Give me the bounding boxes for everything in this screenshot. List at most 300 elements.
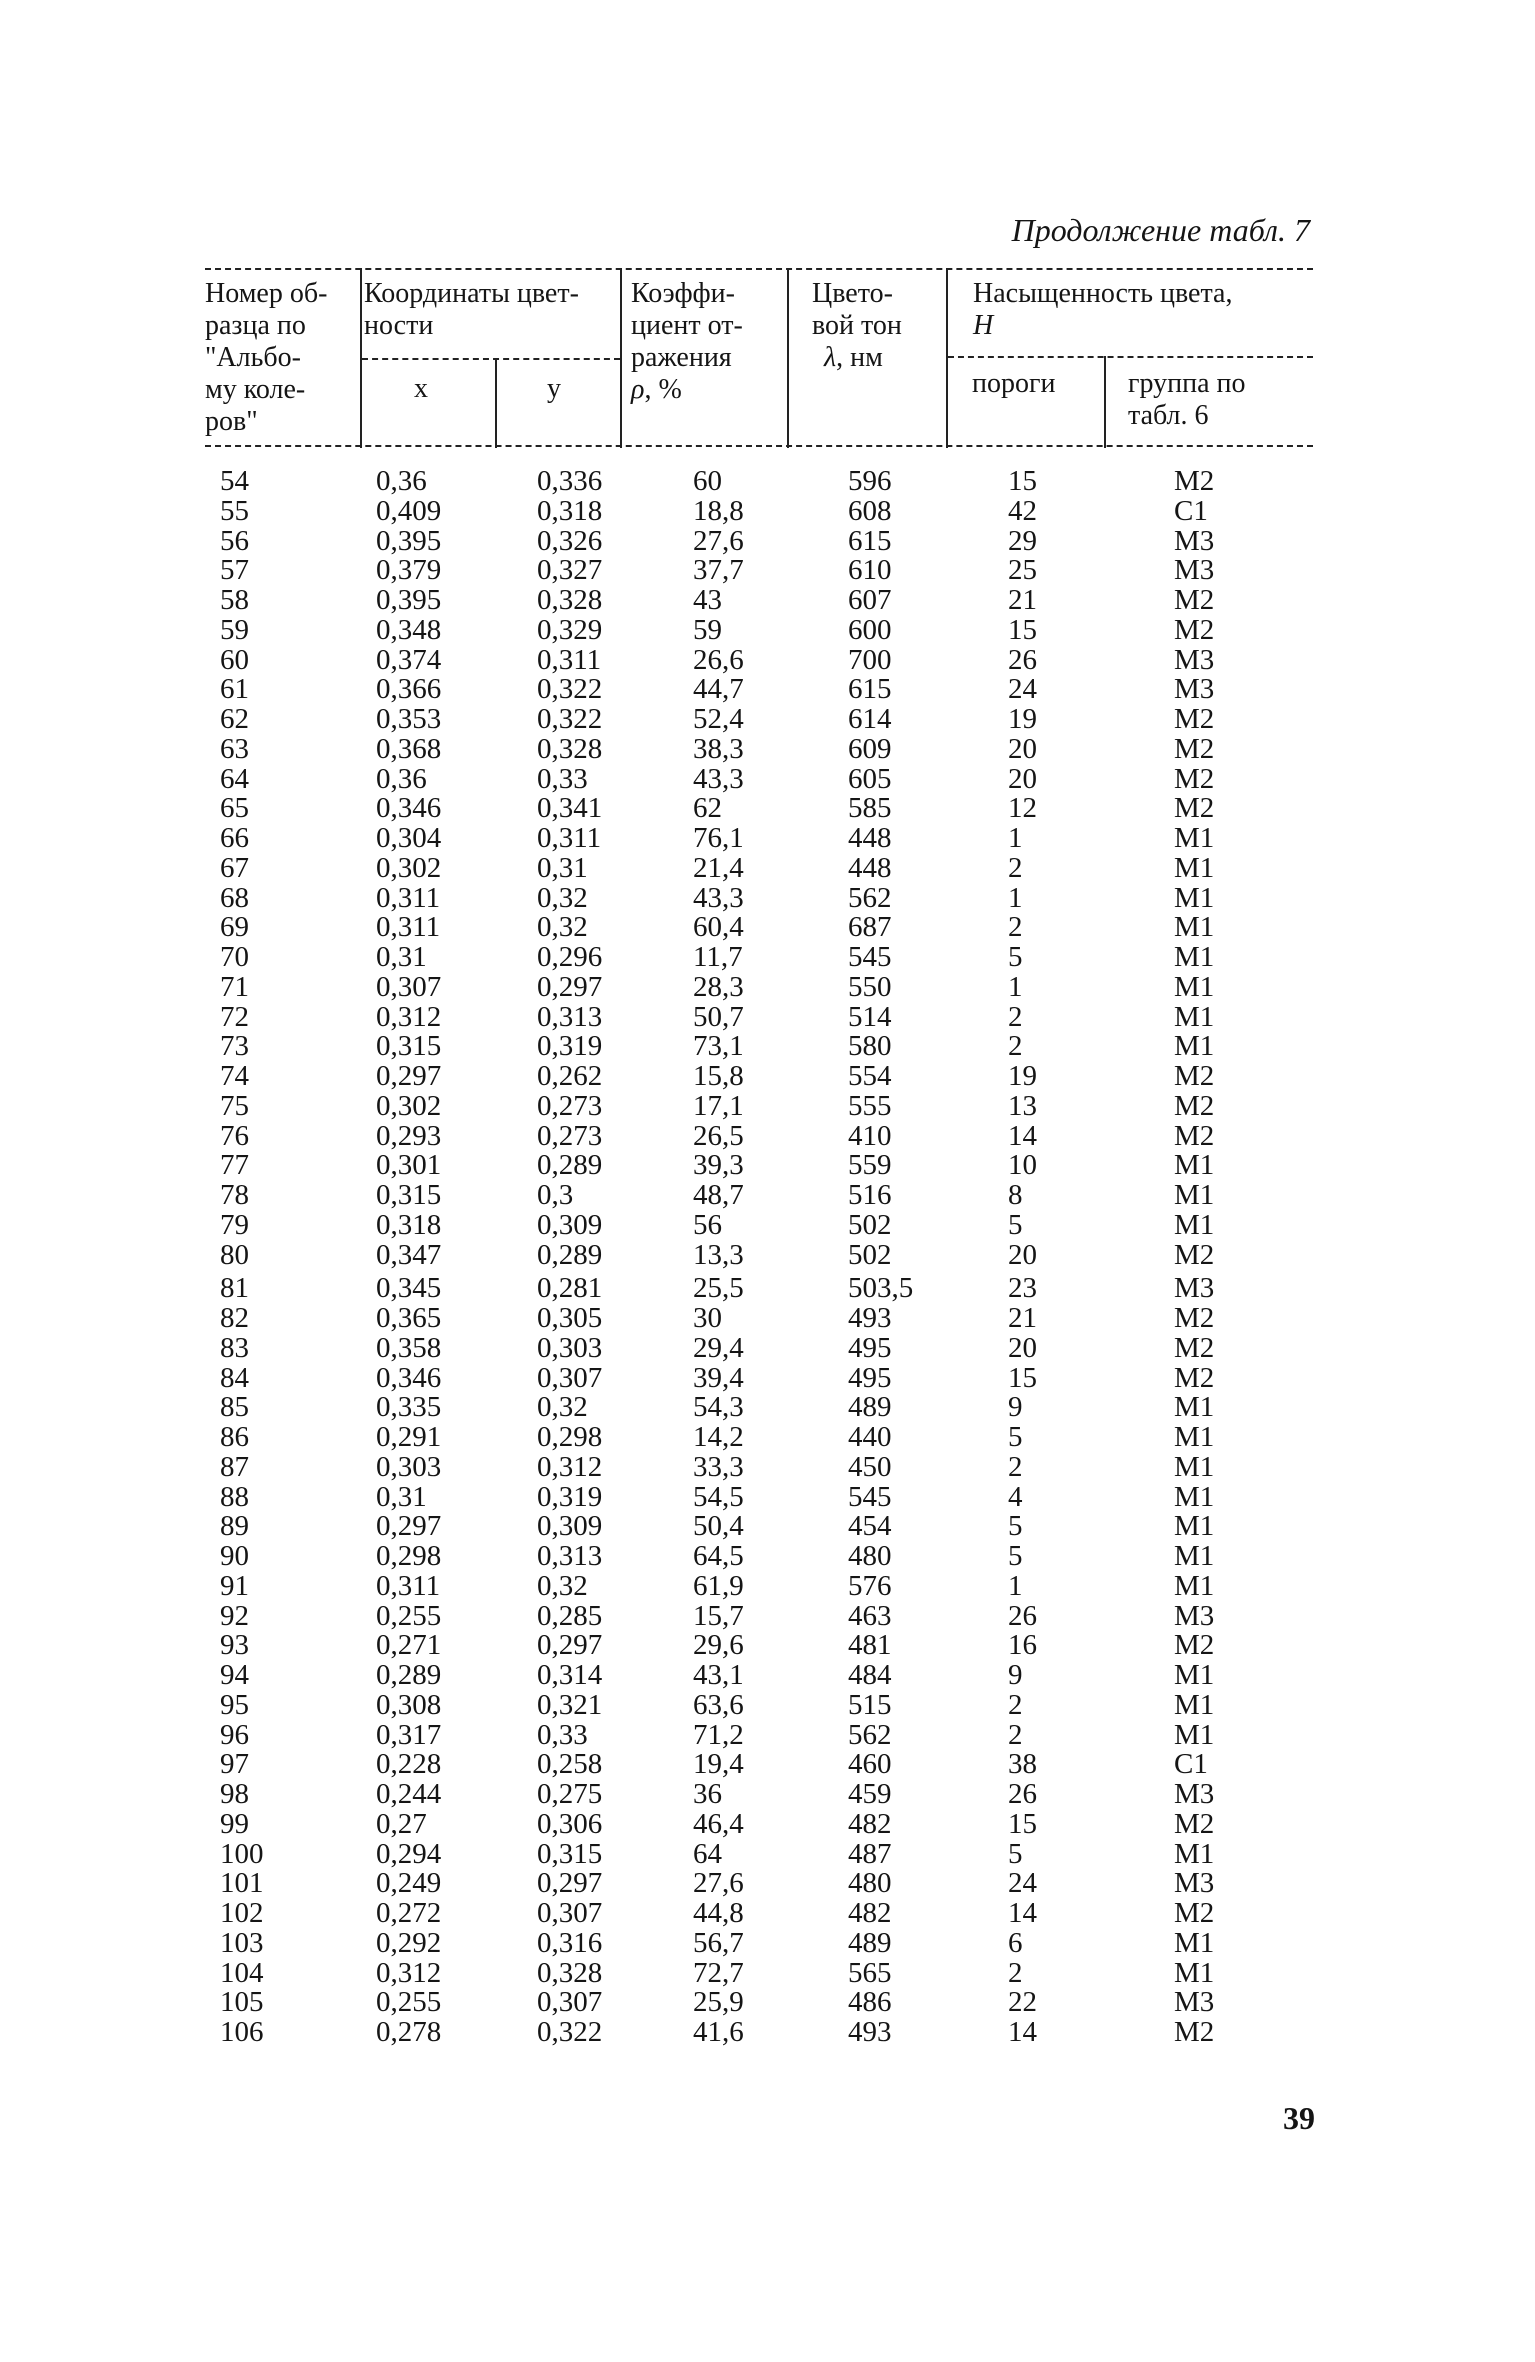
cell-color-tone: 559 <box>848 1149 892 1182</box>
cell-threshold: 20 <box>1008 1238 1037 1271</box>
table-row <box>0 1303 1535 1333</box>
cell-group: M2 <box>1174 1897 1215 1929</box>
cell-y: 0,322 <box>537 673 603 706</box>
cell-reflectance: 25,5 <box>693 1272 744 1305</box>
cell-threshold: 10 <box>1008 1149 1037 1182</box>
header-saturation: Насыщенность цвета, H <box>973 278 1233 341</box>
cell-threshold: 5 <box>1008 1540 1023 1572</box>
table-row <box>0 972 1535 1002</box>
cell-y: 0,33 <box>537 762 588 795</box>
cell-group: M1 <box>1174 1926 1215 1959</box>
cell-sample-number: 61 <box>220 673 249 706</box>
cell-sample-number: 62 <box>220 703 249 735</box>
cell-reflectance: 50,4 <box>693 1510 744 1543</box>
cell-color-tone: 489 <box>848 1391 892 1424</box>
cell-x: 0,346 <box>376 1361 442 1394</box>
cell-y: 0,32 <box>537 881 588 914</box>
cell-threshold: 5 <box>1008 941 1023 973</box>
cell-sample-number: 89 <box>220 1510 249 1543</box>
cell-reflectance: 29,4 <box>693 1331 744 1364</box>
cell-x: 0,298 <box>376 1540 442 1572</box>
cell-sample-number: 79 <box>220 1208 249 1241</box>
table-row <box>0 853 1535 883</box>
cell-sample-number: 54 <box>220 465 249 497</box>
cell-threshold: 21 <box>1008 584 1037 616</box>
table-row <box>0 1779 1535 1809</box>
cell-reflectance: 38,3 <box>693 732 744 765</box>
cell-y: 0,316 <box>537 1926 603 1959</box>
cell-threshold: 19 <box>1008 1060 1037 1092</box>
cell-threshold: 19 <box>1008 703 1037 735</box>
cell-group: M2 <box>1174 762 1215 795</box>
table-row <box>0 1601 1535 1631</box>
cell-color-tone: 600 <box>848 613 892 646</box>
cell-sample-number: 97 <box>220 1748 249 1781</box>
cell-group: M3 <box>1174 554 1215 587</box>
cell-x: 0,291 <box>376 1421 442 1453</box>
cell-sample-number: 76 <box>220 1119 249 1152</box>
cell-y: 0,313 <box>537 1540 603 1572</box>
cell-color-tone: 459 <box>848 1778 892 1810</box>
cell-threshold: 5 <box>1008 1510 1023 1543</box>
cell-y: 0,258 <box>537 1748 603 1781</box>
table-row <box>0 615 1535 645</box>
cell-y: 0,336 <box>537 465 603 497</box>
cell-group: M2 <box>1174 703 1215 735</box>
cell-y: 0,3 <box>537 1179 574 1211</box>
cell-color-tone: 503,5 <box>848 1272 914 1305</box>
cell-sample-number: 75 <box>220 1089 249 1122</box>
header-color-tone: Цвето- вой тон λ, нм <box>812 278 902 373</box>
table-row <box>0 793 1535 823</box>
table-row <box>0 555 1535 585</box>
cell-x: 0,302 <box>376 1089 442 1122</box>
cell-reflectance: 64,5 <box>693 1540 744 1572</box>
cell-y: 0,33 <box>537 1718 588 1751</box>
cell-x: 0,36 <box>376 465 427 497</box>
cell-group: M2 <box>1174 1060 1215 1092</box>
cell-x: 0,301 <box>376 1149 442 1182</box>
cell-reflectance: 26,5 <box>693 1119 744 1152</box>
cell-x: 0,31 <box>376 1480 427 1513</box>
cell-threshold: 2 <box>1008 1688 1023 1721</box>
cell-group: M1 <box>1174 1179 1215 1211</box>
cell-x: 0,353 <box>376 703 442 735</box>
cell-color-tone: 410 <box>848 1119 892 1152</box>
table-row <box>0 1511 1535 1541</box>
cell-reflectance: 54,3 <box>693 1391 744 1424</box>
cell-x: 0,311 <box>376 911 441 944</box>
table-row <box>0 466 1535 496</box>
cell-x: 0,297 <box>376 1060 442 1092</box>
table-row <box>0 674 1535 704</box>
cell-group: M3 <box>1174 1599 1215 1632</box>
cell-reflectance: 27,6 <box>693 1867 744 1900</box>
cell-sample-number: 66 <box>220 822 249 854</box>
cell-threshold: 15 <box>1008 613 1037 646</box>
cell-x: 0,303 <box>376 1450 442 1483</box>
cell-y: 0,322 <box>537 2016 603 2048</box>
cell-y: 0,311 <box>537 643 602 676</box>
cell-x: 0,255 <box>376 1599 442 1632</box>
cell-group: M2 <box>1174 732 1215 765</box>
cell-threshold: 20 <box>1008 1331 1037 1364</box>
cell-color-tone: 482 <box>848 1897 892 1929</box>
cell-y: 0,319 <box>537 1480 603 1513</box>
cell-x: 0,272 <box>376 1897 442 1929</box>
cell-y: 0,297 <box>537 1867 603 1900</box>
cell-group: M1 <box>1174 822 1215 854</box>
cell-y: 0,298 <box>537 1421 603 1453</box>
cell-group: M1 <box>1174 1837 1215 1870</box>
cell-group: M3 <box>1174 1986 1215 2019</box>
cell-color-tone: 580 <box>848 1030 892 1063</box>
cell-color-tone: 615 <box>848 673 892 706</box>
cell-reflectance: 60,4 <box>693 911 744 944</box>
cell-x: 0,335 <box>376 1391 442 1424</box>
cell-y: 0,328 <box>537 584 603 616</box>
header-thresholds: пороги <box>972 368 1056 399</box>
cell-group: M1 <box>1174 1000 1215 1033</box>
table-row <box>0 1928 1535 1958</box>
cell-color-tone: 480 <box>848 1867 892 1900</box>
col-divider-2 <box>620 268 622 448</box>
cell-x: 0,409 <box>376 494 442 527</box>
cell-sample-number: 56 <box>220 524 249 557</box>
table-row <box>0 734 1535 764</box>
cell-group: M1 <box>1174 1421 1215 1453</box>
table-caption: Продолжение табл. 7 <box>1011 212 1310 248</box>
cell-reflectance: 56,7 <box>693 1926 744 1959</box>
cell-color-tone: 495 <box>848 1361 892 1394</box>
saturation-sub-rule <box>948 356 1313 358</box>
cell-group: M1 <box>1174 881 1215 914</box>
cell-color-tone: 493 <box>848 2016 892 2048</box>
table-row <box>0 1958 1535 1988</box>
cell-y: 0,306 <box>537 1807 603 1840</box>
cell-reflectance: 44,7 <box>693 673 744 706</box>
cell-color-tone: 605 <box>848 762 892 795</box>
cell-reflectance: 43,3 <box>693 762 744 795</box>
cell-group: M2 <box>1174 613 1215 646</box>
cell-sample-number: 71 <box>220 970 249 1003</box>
cell-x: 0,317 <box>376 1718 442 1751</box>
cell-x: 0,318 <box>376 1208 442 1241</box>
cell-reflectance: 26,6 <box>693 643 744 676</box>
cell-reflectance: 29,6 <box>693 1629 744 1662</box>
cell-sample-number: 83 <box>220 1331 249 1364</box>
cell-x: 0,379 <box>376 554 442 587</box>
cell-group: M1 <box>1174 1569 1215 1602</box>
cell-sample-number: 57 <box>220 554 249 587</box>
table-row <box>0 1240 1535 1270</box>
cell-threshold: 15 <box>1008 465 1037 497</box>
cell-group: M2 <box>1174 2016 1215 2048</box>
cell-x: 0,311 <box>376 881 441 914</box>
cell-x: 0,271 <box>376 1629 442 1662</box>
cell-y: 0,275 <box>537 1778 603 1810</box>
cell-threshold: 9 <box>1008 1391 1023 1424</box>
cell-group: M3 <box>1174 1867 1215 1900</box>
cell-x: 0,365 <box>376 1302 442 1334</box>
cell-sample-number: 92 <box>220 1599 249 1632</box>
table-row <box>0 1210 1535 1240</box>
coords-sub-rule <box>362 358 620 360</box>
cell-sample-number: 63 <box>220 732 249 765</box>
table-row <box>0 1031 1535 1061</box>
cell-sample-number: 78 <box>220 1179 249 1211</box>
cell-color-tone: 440 <box>848 1421 892 1453</box>
cell-reflectance: 25,9 <box>693 1986 744 2019</box>
cell-color-tone: 489 <box>848 1926 892 1959</box>
cell-color-tone: 554 <box>848 1060 892 1092</box>
cell-y: 0,273 <box>537 1089 603 1122</box>
cell-color-tone: 516 <box>848 1179 892 1211</box>
cell-y: 0,307 <box>537 1986 603 2019</box>
cell-x: 0,297 <box>376 1510 442 1543</box>
table-row <box>0 1839 1535 1869</box>
cell-x: 0,358 <box>376 1331 442 1364</box>
cell-x: 0,312 <box>376 1000 442 1033</box>
cell-threshold: 2 <box>1008 1956 1023 1989</box>
cell-reflectance: 43 <box>693 584 722 616</box>
cell-x: 0,302 <box>376 851 442 884</box>
cell-reflectance: 39,4 <box>693 1361 744 1394</box>
cell-y: 0,32 <box>537 1391 588 1424</box>
cell-reflectance: 36 <box>693 1778 722 1810</box>
cell-color-tone: 493 <box>848 1302 892 1334</box>
cell-y: 0,311 <box>537 822 602 854</box>
cell-sample-number: 82 <box>220 1302 249 1334</box>
cell-sample-number: 91 <box>220 1569 249 1602</box>
cell-x: 0,347 <box>376 1238 442 1271</box>
cell-threshold: 21 <box>1008 1302 1037 1334</box>
cell-x: 0,348 <box>376 613 442 646</box>
cell-group: C1 <box>1174 494 1208 527</box>
table-row <box>0 1571 1535 1601</box>
cell-color-tone: 460 <box>848 1748 892 1781</box>
table-row <box>0 1333 1535 1363</box>
cell-threshold: 13 <box>1008 1089 1037 1122</box>
table-row <box>0 1541 1535 1571</box>
cell-group: M2 <box>1174 1361 1215 1394</box>
cell-threshold: 9 <box>1008 1659 1023 1691</box>
cell-sample-number: 101 <box>220 1867 264 1900</box>
cell-color-tone: 608 <box>848 494 892 527</box>
cell-sample-number: 81 <box>220 1272 249 1305</box>
cell-color-tone: 545 <box>848 1480 892 1513</box>
cell-threshold: 2 <box>1008 1450 1023 1483</box>
cell-x: 0,307 <box>376 970 442 1003</box>
cell-color-tone: 450 <box>848 1450 892 1483</box>
cell-threshold: 2 <box>1008 1030 1023 1063</box>
cell-x: 0,368 <box>376 732 442 765</box>
cell-color-tone: 550 <box>848 970 892 1003</box>
cell-x: 0,311 <box>376 1569 441 1602</box>
rho-symbol: ρ <box>631 374 645 405</box>
cell-reflectance: 30 <box>693 1302 722 1334</box>
cell-x: 0,345 <box>376 1272 442 1305</box>
table-row <box>0 1180 1535 1210</box>
cell-threshold: 5 <box>1008 1208 1023 1241</box>
cell-group: M1 <box>1174 1480 1215 1513</box>
cell-threshold: 23 <box>1008 1272 1037 1305</box>
cell-color-tone: 502 <box>848 1208 892 1241</box>
cell-x: 0,294 <box>376 1837 442 1870</box>
cell-x: 0,228 <box>376 1748 442 1781</box>
lambda-symbol: λ <box>824 342 837 373</box>
table-row <box>0 585 1535 615</box>
cell-y: 0,289 <box>537 1149 603 1182</box>
cell-sample-number: 68 <box>220 881 249 914</box>
table-row <box>0 1482 1535 1512</box>
cell-threshold: 20 <box>1008 732 1037 765</box>
cell-group: M3 <box>1174 1272 1215 1305</box>
cell-y: 0,312 <box>537 1450 603 1483</box>
table-row <box>0 1002 1535 1032</box>
cell-threshold: 2 <box>1008 911 1023 944</box>
cell-y: 0,322 <box>537 703 603 735</box>
cell-color-tone: 562 <box>848 881 892 914</box>
table-row <box>0 1630 1535 1660</box>
cell-y: 0,262 <box>537 1060 603 1092</box>
cell-color-tone: 480 <box>848 1540 892 1572</box>
table-row <box>0 1392 1535 1422</box>
cell-sample-number: 99 <box>220 1807 249 1840</box>
table-row <box>0 1273 1535 1303</box>
cell-threshold: 2 <box>1008 1718 1023 1751</box>
cell-color-tone: 481 <box>848 1629 892 1662</box>
table-row <box>0 1061 1535 1091</box>
cell-reflectance: 44,8 <box>693 1897 744 1929</box>
cell-y: 0,285 <box>537 1599 603 1632</box>
cell-y: 0,326 <box>537 524 603 557</box>
cell-y: 0,281 <box>537 1272 603 1305</box>
cell-group: M1 <box>1174 1149 1215 1182</box>
cell-group: M1 <box>1174 1718 1215 1751</box>
cell-y: 0,273 <box>537 1119 603 1152</box>
cell-group: C1 <box>1174 1748 1208 1781</box>
cell-color-tone: 610 <box>848 554 892 587</box>
cell-sample-number: 104 <box>220 1956 264 1989</box>
cell-threshold: 15 <box>1008 1361 1037 1394</box>
header-x: x <box>414 373 428 404</box>
cell-sample-number: 69 <box>220 911 249 944</box>
cell-x: 0,36 <box>376 762 427 795</box>
cell-group: M1 <box>1174 1659 1215 1691</box>
cell-group: M1 <box>1174 1450 1215 1483</box>
cell-sample-number: 102 <box>220 1897 264 1929</box>
cell-color-tone: 495 <box>848 1331 892 1364</box>
cell-sample-number: 55 <box>220 494 249 527</box>
table-row <box>0 1868 1535 1898</box>
cell-color-tone: 576 <box>848 1569 892 1602</box>
cell-sample-number: 72 <box>220 1000 249 1033</box>
cell-color-tone: 448 <box>848 851 892 884</box>
cell-threshold: 5 <box>1008 1421 1023 1453</box>
cell-reflectance: 48,7 <box>693 1179 744 1211</box>
cell-reflectance: 72,7 <box>693 1956 744 1989</box>
cell-reflectance: 39,3 <box>693 1149 744 1182</box>
header-top-rule <box>205 268 1313 270</box>
cell-color-tone: 487 <box>848 1837 892 1870</box>
cell-sample-number: 60 <box>220 643 249 676</box>
table-row <box>0 764 1535 794</box>
cell-sample-number: 59 <box>220 613 249 646</box>
cell-x: 0,31 <box>376 941 427 973</box>
table-row <box>0 1720 1535 1750</box>
cell-color-tone: 514 <box>848 1000 892 1033</box>
cell-reflectance: 18,8 <box>693 494 744 527</box>
cell-x: 0,244 <box>376 1778 442 1810</box>
cell-group: M1 <box>1174 911 1215 944</box>
cell-reflectance: 15,8 <box>693 1060 744 1092</box>
table-row <box>0 1987 1535 2017</box>
cell-x: 0,366 <box>376 673 442 706</box>
cell-reflectance: 50,7 <box>693 1000 744 1033</box>
table-row <box>0 2017 1535 2047</box>
table-row <box>0 704 1535 734</box>
cell-reflectance: 52,4 <box>693 703 744 735</box>
table-row <box>0 1452 1535 1482</box>
cell-reflectance: 28,3 <box>693 970 744 1003</box>
cell-x: 0,289 <box>376 1659 442 1691</box>
cell-y: 0,319 <box>537 1030 603 1063</box>
cell-y: 0,303 <box>537 1331 603 1364</box>
table-row <box>0 823 1535 853</box>
cell-threshold: 24 <box>1008 673 1037 706</box>
header-reflectance: Коэффи- циент от- ражения ρ, % <box>631 278 743 405</box>
col-divider-3 <box>787 268 789 448</box>
cell-y: 0,313 <box>537 1000 603 1033</box>
cell-y: 0,318 <box>537 494 603 527</box>
cell-group: M2 <box>1174 792 1215 825</box>
cell-color-tone: 607 <box>848 584 892 616</box>
cell-reflectance: 54,5 <box>693 1480 744 1513</box>
cell-reflectance: 11,7 <box>693 941 743 973</box>
cell-reflectance: 33,3 <box>693 1450 744 1483</box>
cell-group: M2 <box>1174 1331 1215 1364</box>
cell-x: 0,346 <box>376 792 442 825</box>
cell-group: M2 <box>1174 1238 1215 1271</box>
table-row <box>0 645 1535 675</box>
col-divider-1 <box>360 268 362 448</box>
cell-group: M3 <box>1174 643 1215 676</box>
cell-threshold: 20 <box>1008 762 1037 795</box>
cell-reflectance: 71,2 <box>693 1718 744 1751</box>
cell-threshold: 1 <box>1008 822 1023 854</box>
cell-y: 0,328 <box>537 1956 603 1989</box>
table-row <box>0 1660 1535 1690</box>
cell-group: M1 <box>1174 1540 1215 1572</box>
cell-reflectance: 21,4 <box>693 851 744 884</box>
cell-group: M1 <box>1174 970 1215 1003</box>
cell-y: 0,297 <box>537 970 603 1003</box>
cell-color-tone: 484 <box>848 1659 892 1691</box>
cell-y: 0,307 <box>537 1897 603 1929</box>
cell-color-tone: 555 <box>848 1089 892 1122</box>
cell-y: 0,32 <box>537 1569 588 1602</box>
cell-reflectance: 37,7 <box>693 554 744 587</box>
col-divider-5 <box>1104 356 1106 448</box>
table-row <box>0 1363 1535 1393</box>
cell-sample-number: 105 <box>220 1986 264 2019</box>
cell-sample-number: 87 <box>220 1450 249 1483</box>
cell-reflectance: 13,3 <box>693 1238 744 1271</box>
cell-x: 0,308 <box>376 1688 442 1721</box>
cell-sample-number: 84 <box>220 1361 249 1394</box>
cell-threshold: 26 <box>1008 1778 1037 1810</box>
